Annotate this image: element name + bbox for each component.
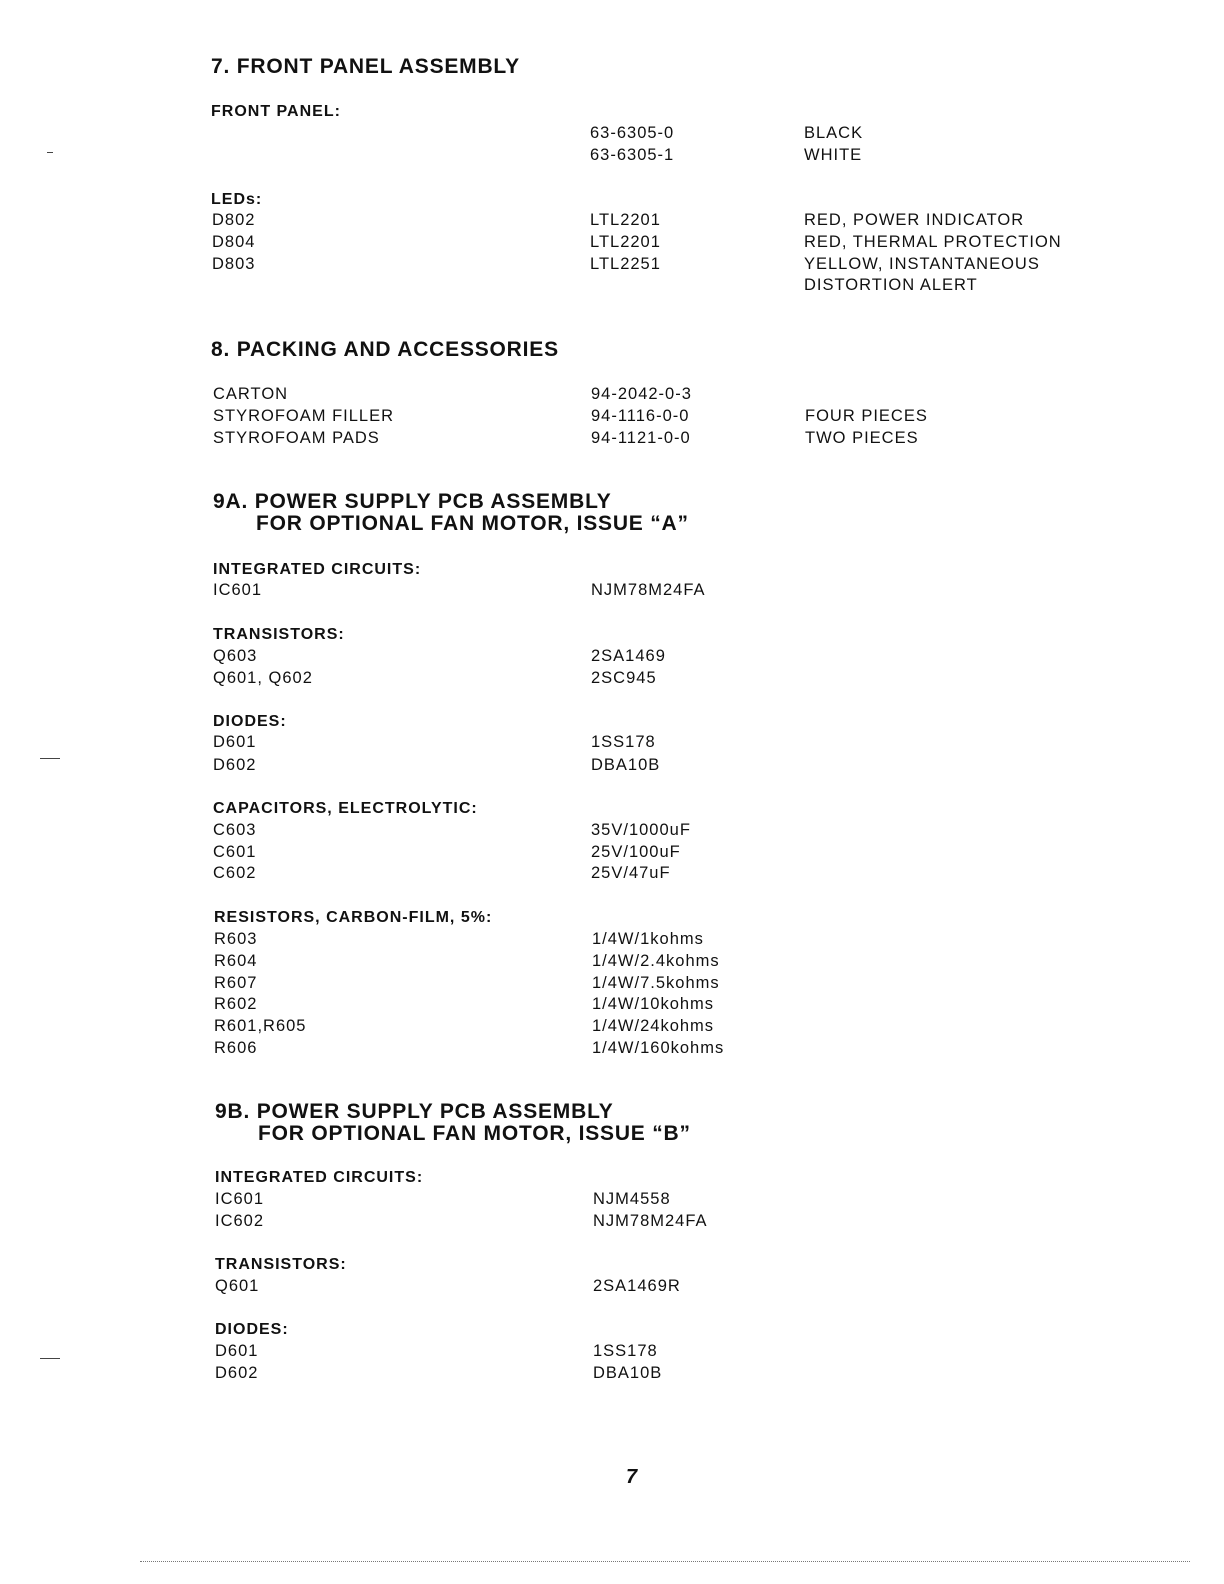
part-number: 94-1121-0-0 (591, 429, 691, 447)
list-item (213, 754, 1113, 776)
list-item (215, 1188, 1115, 1210)
part-description: RED, THERMAL PROTECTION (804, 233, 1062, 251)
ref-designator: D602 (213, 756, 257, 774)
list-item (213, 731, 1113, 753)
section-9b-subtitle: FOR OPTIONAL FAN MOTOR, ISSUE “B” (258, 1122, 691, 1145)
list-item (213, 819, 1113, 841)
part-description: YELLOW, INSTANTANEOUS (804, 255, 1040, 273)
list-item (212, 209, 1112, 231)
part-number: LTL2201 (590, 211, 661, 229)
part-number: 2SC945 (591, 669, 657, 687)
ref-designator: D804 (212, 233, 256, 251)
list-item (213, 841, 1113, 863)
part-number: 2SA1469R (593, 1277, 681, 1295)
list-item (213, 427, 1113, 449)
transistors-label: TRANSISTORS: (215, 1256, 347, 1273)
list-item (213, 405, 1113, 427)
list-item (213, 383, 1113, 405)
item-name: STYROFOAM PADS (213, 429, 380, 447)
part-description: DISTORTION ALERT (804, 276, 978, 294)
ref-designator: D803 (212, 255, 256, 273)
front-panel-label: FRONT PANEL: (211, 103, 341, 120)
list-item (214, 993, 1114, 1015)
list-item (213, 579, 1113, 601)
ref-designator: D602 (215, 1364, 259, 1382)
section-7-title: 7. FRONT PANEL ASSEMBLY (211, 55, 520, 78)
part-description: RED, POWER INDICATOR (804, 211, 1025, 229)
ref-designator: Q601, Q602 (213, 669, 313, 687)
list-item (214, 1015, 1114, 1037)
ref-designator: IC601 (215, 1190, 265, 1208)
part-number: 1SS178 (591, 733, 656, 751)
part-number: LTL2201 (590, 233, 661, 251)
part-number: NJM4558 (593, 1190, 671, 1208)
diodes-label: DIODES: (215, 1321, 289, 1338)
list-item (214, 1037, 1114, 1059)
scan-mark (47, 152, 53, 153)
section-9a-subtitle: FOR OPTIONAL FAN MOTOR, ISSUE “A” (256, 512, 689, 535)
ref-designator: C603 (213, 821, 257, 839)
ref-designator: IC601 (213, 581, 263, 599)
ref-designator: D601 (215, 1342, 259, 1360)
part-description: TWO PIECES (805, 429, 919, 447)
part-number: NJM78M24FA (591, 581, 706, 599)
part-number: 25V/100uF (591, 843, 681, 861)
ref-designator: R603 (214, 930, 258, 948)
item-name: CARTON (213, 385, 289, 403)
ref-designator: R606 (214, 1039, 258, 1057)
part-number: 1/4W/1kohms (592, 930, 704, 948)
part-number: 63-6305-0 (590, 124, 675, 142)
ref-designator: C601 (213, 843, 257, 861)
list-item (215, 1210, 1115, 1232)
page-number: 7 (626, 1466, 638, 1488)
part-number: 25V/47uF (591, 864, 671, 882)
ref-designator: C602 (213, 864, 257, 882)
list-item (212, 231, 1112, 253)
scan-mark (40, 1358, 60, 1359)
part-number: 1/4W/7.5kohms (592, 974, 720, 992)
ref-designator: IC602 (215, 1212, 265, 1230)
ic-label: INTEGRATED CIRCUITS: (215, 1169, 424, 1186)
list-item (213, 862, 1113, 884)
part-number: 35V/1000uF (591, 821, 691, 839)
ref-designator: Q603 (213, 647, 258, 665)
diodes-label: DIODES: (213, 713, 287, 730)
section-8-title: 8. PACKING AND ACCESSORIES (211, 338, 559, 361)
part-number: NJM78M24FA (593, 1212, 708, 1230)
leds-label: LEDs: (211, 191, 263, 208)
list-item (212, 253, 1112, 275)
list-item (214, 950, 1114, 972)
part-number: LTL2251 (590, 255, 661, 273)
part-number: 94-1116-0-0 (591, 407, 690, 425)
list-item (212, 122, 1112, 144)
part-number: DBA10B (591, 756, 661, 774)
ref-designator: R607 (214, 974, 258, 992)
section-9b-title: 9B. POWER SUPPLY PCB ASSEMBLY (215, 1100, 614, 1123)
part-number: 1/4W/2.4kohms (592, 952, 720, 970)
list-item (215, 1340, 1115, 1362)
capacitors-label: CAPACITORS, ELECTROLYTIC: (213, 800, 478, 817)
list-item (212, 144, 1112, 166)
part-description: WHITE (804, 146, 863, 164)
part-number: 94-2042-0-3 (591, 385, 692, 403)
part-number: 1/4W/24kohms (592, 1017, 715, 1035)
part-number: 1/4W/10kohms (592, 995, 715, 1013)
item-name: STYROFOAM FILLER (213, 407, 395, 425)
ref-designator: D601 (213, 733, 257, 751)
part-number: 63-6305-1 (590, 146, 675, 164)
transistors-label: TRANSISTORS: (213, 626, 345, 643)
list-item (213, 667, 1113, 689)
part-description: BLACK (804, 124, 864, 142)
ref-designator: R601,R605 (214, 1017, 307, 1035)
ref-designator: R602 (214, 995, 258, 1013)
list-item (215, 1362, 1115, 1384)
part-number: 1/4W/160kohms (592, 1039, 725, 1057)
resistors-label: RESISTORS, CARBON-FILM, 5%: (214, 909, 493, 926)
list-item (213, 645, 1113, 667)
part-description: FOUR PIECES (805, 407, 928, 425)
ref-designator: Q601 (215, 1277, 260, 1295)
ref-designator: D802 (212, 211, 256, 229)
section-9a-title: 9A. POWER SUPPLY PCB ASSEMBLY (213, 490, 612, 513)
part-number: DBA10B (593, 1364, 663, 1382)
list-item (212, 274, 1112, 296)
part-number: 2SA1469 (591, 647, 666, 665)
scan-edge (140, 1561, 1190, 1563)
list-item (215, 1275, 1115, 1297)
ref-designator: R604 (214, 952, 258, 970)
scan-mark (40, 758, 60, 759)
ic-label: INTEGRATED CIRCUITS: (213, 561, 422, 578)
part-number: 1SS178 (593, 1342, 658, 1360)
list-item (214, 972, 1114, 994)
list-item (214, 928, 1114, 950)
